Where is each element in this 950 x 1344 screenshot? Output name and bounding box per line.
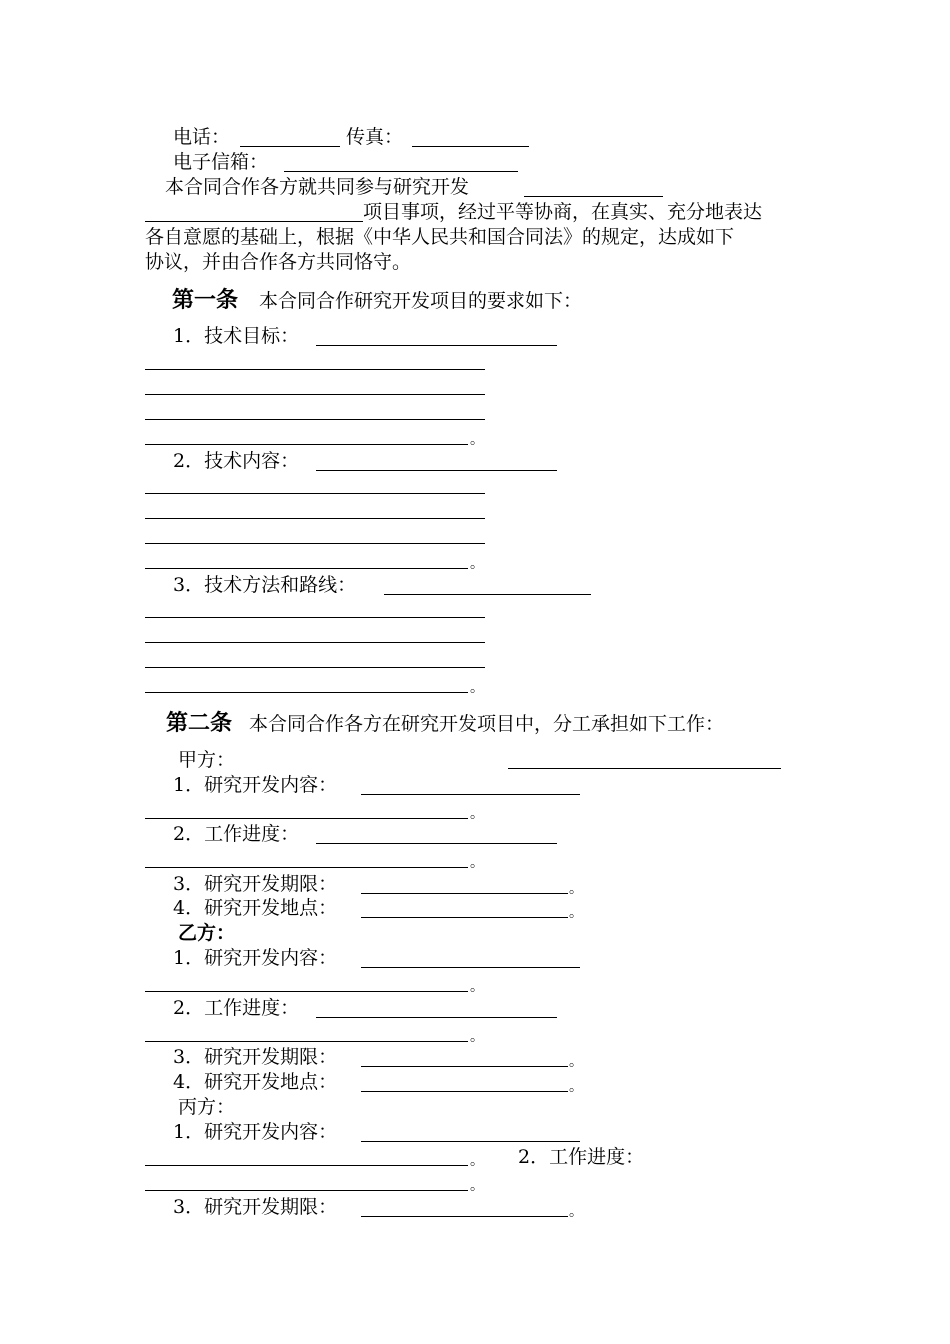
article-2-text: 本合同合作各方在研究开发项目中，分工承担如下工作：: [249, 713, 725, 735]
party-c-period-blank: [361, 1216, 568, 1217]
fill-line: [145, 568, 468, 569]
tech-goal-blank: [316, 345, 557, 346]
party-c-progress-label: 2．工作进度：: [518, 1146, 645, 1168]
email-label: 电子信箱：: [173, 151, 269, 173]
period-mark: 。: [470, 1178, 484, 1194]
tech-method-label: 3．技术方法和路线：: [173, 574, 357, 596]
fill-line: [145, 991, 468, 992]
party-c-content-blank: [361, 1141, 580, 1142]
article-1-text: 本合同合作研究开发项目的要求如下：: [259, 290, 583, 312]
fill-line: [145, 617, 485, 618]
intro-line-2: 项目事项，经过平等协商，在真实、充分地表达: [363, 201, 763, 223]
period-mark: 。: [569, 881, 583, 897]
period-mark: 。: [470, 1153, 484, 1169]
party-b-location-blank: [361, 1091, 568, 1092]
fill-line: [145, 867, 468, 868]
fill-line: [145, 518, 485, 519]
party-c-content-label: 1．研究开发内容：: [173, 1121, 338, 1143]
period-mark: 。: [569, 1054, 583, 1070]
fill-line: [145, 692, 468, 693]
fill-line: [145, 642, 485, 643]
party-b-progress-blank: [316, 1017, 557, 1018]
party-a-location-blank: [361, 917, 568, 918]
intro-line-1: 本合同合作各方就共同参与研究开发: [165, 176, 470, 198]
article-1-heading: 第一条: [172, 287, 239, 313]
party-b-progress-label: 2．工作进度：: [173, 997, 300, 1019]
fill-line: [145, 667, 485, 668]
party-a-label: 甲方：: [178, 749, 236, 771]
fill-line: [145, 1165, 468, 1166]
tech-content-label: 2．技术内容：: [173, 450, 300, 472]
period-mark: 。: [569, 905, 583, 921]
party-b-period-blank: [361, 1066, 568, 1067]
tech-method-blank: [384, 594, 591, 595]
period-mark: 。: [470, 1029, 484, 1045]
email-blank: [284, 171, 518, 172]
fill-line: [145, 1041, 468, 1042]
fill-line: [145, 394, 485, 395]
fax-blank: [412, 146, 529, 147]
party-b-content-label: 1．研究开发内容：: [173, 947, 338, 969]
party-a-progress-blank: [316, 843, 557, 844]
period-mark: 。: [470, 556, 484, 572]
project-blank-1: [524, 196, 663, 197]
intro-line-4: 协议，并由合作各方共同恪守。: [145, 251, 412, 273]
fill-line: [145, 444, 468, 445]
fill-line: [145, 543, 485, 544]
period-mark: 。: [470, 855, 484, 871]
project-blank-2: [145, 221, 363, 222]
article-2-heading: 第二条: [166, 710, 233, 736]
party-b-label: 乙方：: [178, 922, 236, 944]
phone-blank: [240, 146, 340, 147]
party-c-label: 丙方：: [178, 1096, 236, 1118]
fill-line: [145, 818, 468, 819]
fill-line: [145, 1190, 468, 1191]
period-mark: 。: [470, 680, 484, 696]
party-b-period-label: 3．研究开发期限：: [173, 1046, 338, 1068]
party-a-period-blank: [361, 893, 568, 894]
party-a-content-blank: [361, 794, 580, 795]
fax-label: 传真：: [346, 126, 404, 148]
tech-content-blank: [316, 470, 557, 471]
period-mark: 。: [569, 1079, 583, 1095]
period-mark: 。: [569, 1204, 583, 1220]
intro-line-3: 各自意愿的基础上，根据《中华人民共和国合同法》的规定，达成如下: [145, 226, 735, 248]
period-mark: 。: [470, 806, 484, 822]
fill-line: [145, 369, 485, 370]
party-b-content-blank: [361, 967, 580, 968]
fill-line: [145, 493, 485, 494]
party-b-location-label: 4．研究开发地点：: [173, 1071, 338, 1093]
party-a-period-label: 3．研究开发期限：: [173, 873, 338, 895]
tech-goal-label: 1．技术目标：: [173, 325, 300, 347]
party-a-content-label: 1．研究开发内容：: [173, 774, 338, 796]
fill-line: [145, 419, 485, 420]
party-a-progress-label: 2．工作进度：: [173, 823, 300, 845]
period-mark: 。: [470, 432, 484, 448]
party-c-period-label: 3．研究开发期限：: [173, 1196, 338, 1218]
phone-label: 电话：: [173, 126, 231, 148]
period-mark: 。: [470, 979, 484, 995]
party-a-location-label: 4．研究开发地点：: [173, 897, 338, 919]
party-a-blank: [508, 768, 781, 769]
